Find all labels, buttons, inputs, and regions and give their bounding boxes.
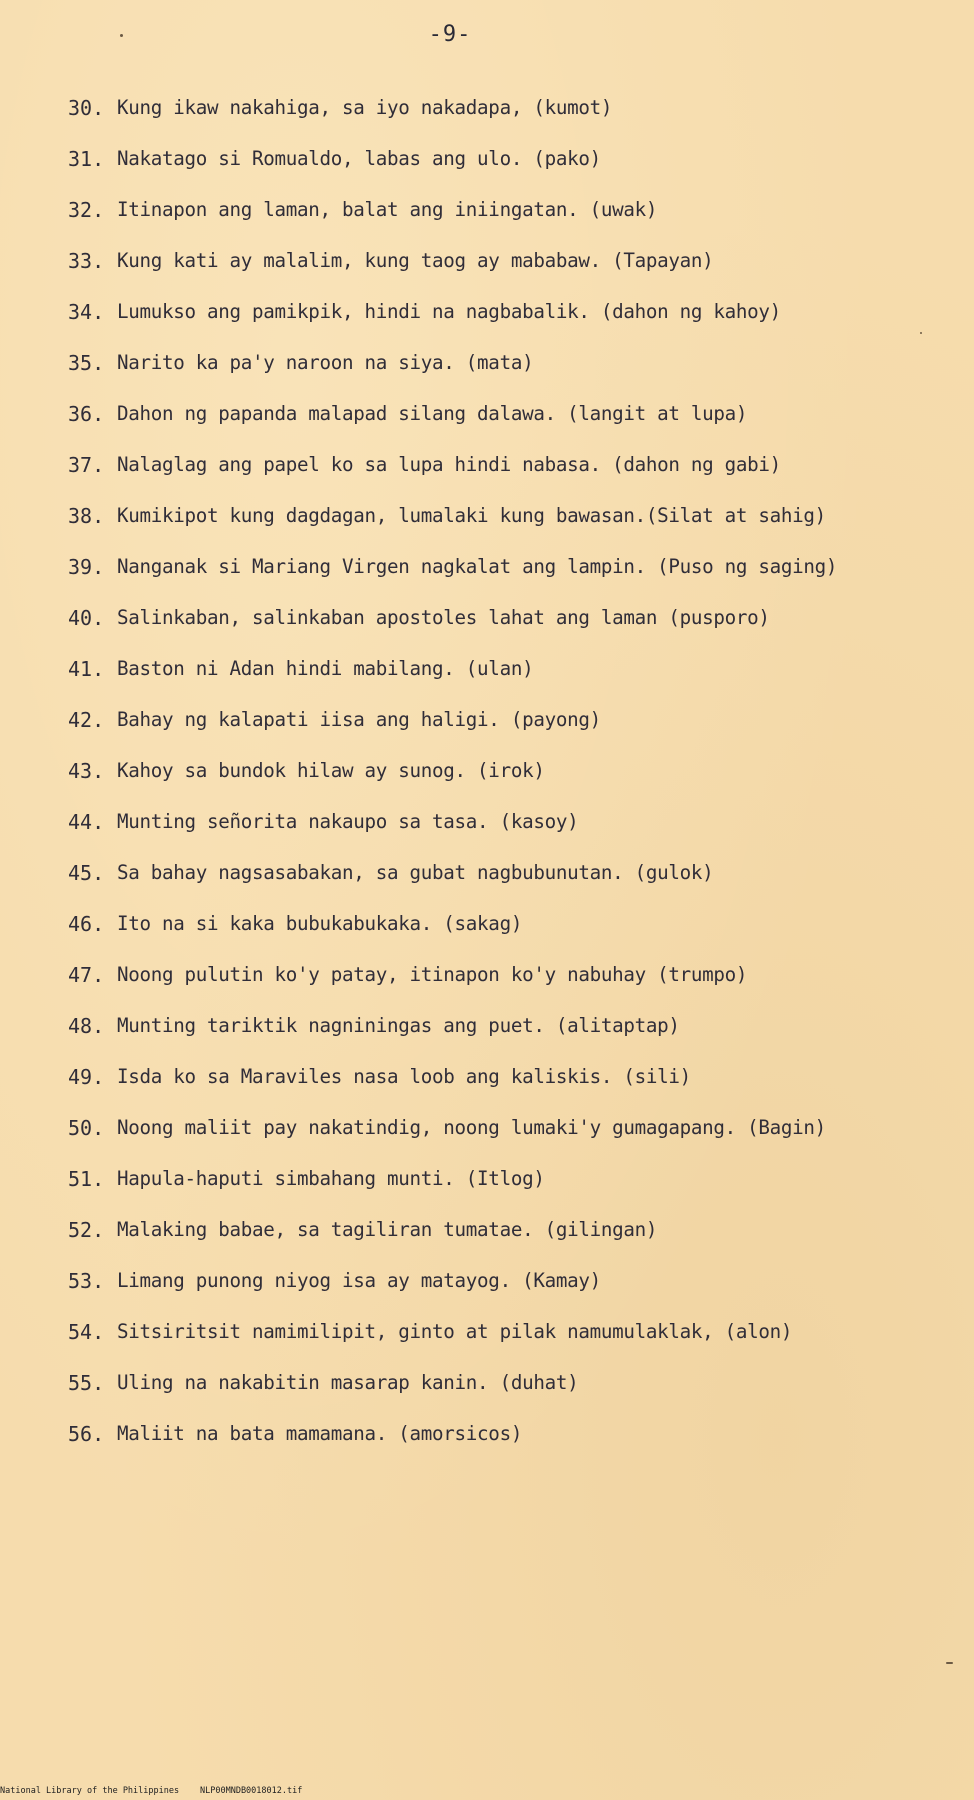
riddle-number: 30. bbox=[68, 96, 105, 120]
riddle-number: 40. bbox=[68, 606, 105, 630]
riddle-item bbox=[68, 657, 837, 708]
riddle-item bbox=[68, 96, 837, 147]
riddle-number: 44. bbox=[68, 810, 105, 834]
riddle-text: Munting señorita nakaupo sa tasa. (kasoy) bbox=[117, 810, 579, 833]
riddle-number: 39. bbox=[68, 555, 105, 579]
riddle-number: 55. bbox=[68, 1371, 105, 1395]
riddle-item bbox=[68, 249, 837, 300]
riddle-item bbox=[68, 1065, 837, 1116]
riddle-text: Kahoy sa bundok hilaw ay sunog. (irok) bbox=[117, 759, 545, 782]
riddle-item bbox=[68, 759, 837, 810]
riddle-number: 37. bbox=[68, 453, 105, 477]
riddle-number: 38. bbox=[68, 504, 105, 528]
riddle-item bbox=[68, 963, 837, 1014]
riddle-text: Isda ko sa Maraviles nasa loob ang kaliskis. (sili) bbox=[117, 1065, 691, 1088]
riddle-text: Salinkaban, salinkaban apostoles lahat ang laman (pusporo) bbox=[117, 606, 770, 629]
riddle-item bbox=[68, 1167, 837, 1218]
riddle-item bbox=[68, 504, 837, 555]
riddle-item bbox=[68, 912, 837, 963]
riddle-item bbox=[68, 810, 837, 861]
riddle-text: Kung kati ay malalim, kung taog ay mababaw. (Tapayan) bbox=[117, 249, 714, 272]
riddle-item bbox=[68, 1320, 837, 1371]
riddle-item bbox=[68, 1116, 837, 1167]
riddle-number: 34. bbox=[68, 300, 105, 324]
riddle-item bbox=[68, 1422, 837, 1473]
riddle-text: Noong maliit pay nakatindig, noong lumaki'y gumagapang. (Bagin) bbox=[117, 1116, 826, 1139]
riddle-text: Nanganak si Mariang Virgen nagkalat ang lampin. (Puso ng saging) bbox=[117, 555, 838, 578]
riddle-number: 35. bbox=[68, 351, 105, 375]
footer-file-name: NLP00MNDB0018012.tif bbox=[200, 1786, 303, 1796]
riddle-number: 36. bbox=[68, 402, 105, 426]
paper-speck bbox=[946, 1662, 953, 1664]
riddle-number: 47. bbox=[68, 963, 105, 987]
riddle-number: 42. bbox=[68, 708, 105, 732]
riddle-number: 46. bbox=[68, 912, 105, 936]
riddle-text: Noong pulutin ko'y patay, itinapon ko'y nabuhay (trumpo) bbox=[117, 963, 748, 986]
riddle-item bbox=[68, 147, 837, 198]
riddle-text: Sa bahay nagsasabakan, sa gubat nagbubunutan. (gulok) bbox=[117, 861, 714, 884]
riddle-text: Nakatago si Romualdo, labas ang ulo. (pako) bbox=[117, 147, 601, 170]
riddle-text: Kung ikaw nakahiga, sa iyo nakadapa, (kumot) bbox=[117, 96, 613, 119]
riddle-text: Sitsiritsit namimilipit, ginto at pilak namumulaklak, (alon) bbox=[117, 1320, 793, 1343]
riddle-item bbox=[68, 1269, 837, 1320]
riddle-number: 53. bbox=[68, 1269, 105, 1293]
riddle-item bbox=[68, 300, 837, 351]
riddle-number: 49. bbox=[68, 1065, 105, 1089]
riddle-number: 41. bbox=[68, 657, 105, 681]
riddle-text: Dahon ng papanda malapad silang dalawa. (langit at lupa) bbox=[117, 402, 748, 425]
riddle-text: Ito na si kaka bubukabukaka. (sakag) bbox=[117, 912, 523, 935]
riddle-number: 51. bbox=[68, 1167, 105, 1191]
riddle-number: 50. bbox=[68, 1116, 105, 1140]
riddle-item bbox=[68, 1014, 837, 1065]
riddle-number: 54. bbox=[68, 1320, 105, 1344]
riddle-text: Nalaglag ang papel ko sa lupa hindi nabasa. (dahon ng gabi) bbox=[117, 453, 781, 476]
riddle-text: Hapula-haputi simbahang munti. (Itlog) bbox=[117, 1167, 545, 1190]
riddle-item bbox=[68, 453, 837, 504]
riddle-item bbox=[68, 1218, 837, 1269]
riddle-number: 32. bbox=[68, 198, 105, 222]
riddle-number: 52. bbox=[68, 1218, 105, 1242]
riddle-list bbox=[68, 96, 837, 1473]
riddle-number: 43. bbox=[68, 759, 105, 783]
riddle-item bbox=[68, 606, 837, 657]
riddle-number: 45. bbox=[68, 861, 105, 885]
riddle-text: Kumikipot kung dagdagan, lumalaki kung bawasan.(Silat at sahig) bbox=[117, 504, 826, 527]
riddle-text: Malaking babae, sa tagiliran tumatae. (gilingan) bbox=[117, 1218, 658, 1241]
riddle-text: Itinapon ang laman, balat ang iniingatan. (uwak) bbox=[117, 198, 658, 221]
riddle-number: 31. bbox=[68, 147, 105, 171]
riddle-number: 48. bbox=[68, 1014, 105, 1038]
riddle-number: 56. bbox=[68, 1422, 105, 1446]
riddle-text: Lumukso ang pamikpik, hindi na nagbabalik. (dahon ng kahoy) bbox=[117, 300, 781, 323]
riddle-text: Munting tariktik nagniningas ang puet. (alitaptap) bbox=[117, 1014, 680, 1037]
riddle-text: Baston ni Adan hindi mabilang. (ulan) bbox=[117, 657, 534, 680]
footer-library-name: National Library of the Philippines bbox=[0, 1786, 180, 1796]
riddle-text: Narito ka pa'y naroon na siya. (mata) bbox=[117, 351, 534, 374]
riddle-item bbox=[68, 708, 837, 759]
riddle-item bbox=[68, 555, 837, 606]
riddle-item bbox=[68, 402, 837, 453]
riddle-text: Bahay ng kalapati iisa ang haligi. (payong) bbox=[117, 708, 601, 731]
riddle-item bbox=[68, 198, 837, 249]
riddle-text: Maliit na bata mamamana. (amorsicos) bbox=[117, 1422, 523, 1445]
riddle-number: 33. bbox=[68, 249, 105, 273]
paper-speck bbox=[120, 34, 123, 37]
page-number: -9- bbox=[428, 22, 472, 47]
riddle-text: Limang punong niyog isa ay matayog. (Kamay) bbox=[117, 1269, 601, 1292]
riddle-item bbox=[68, 351, 837, 402]
riddle-item bbox=[68, 1371, 837, 1422]
riddle-text: Uling na nakabitin masarap kanin. (duhat) bbox=[117, 1371, 579, 1394]
paper-speck bbox=[920, 332, 922, 334]
riddle-item bbox=[68, 861, 837, 912]
